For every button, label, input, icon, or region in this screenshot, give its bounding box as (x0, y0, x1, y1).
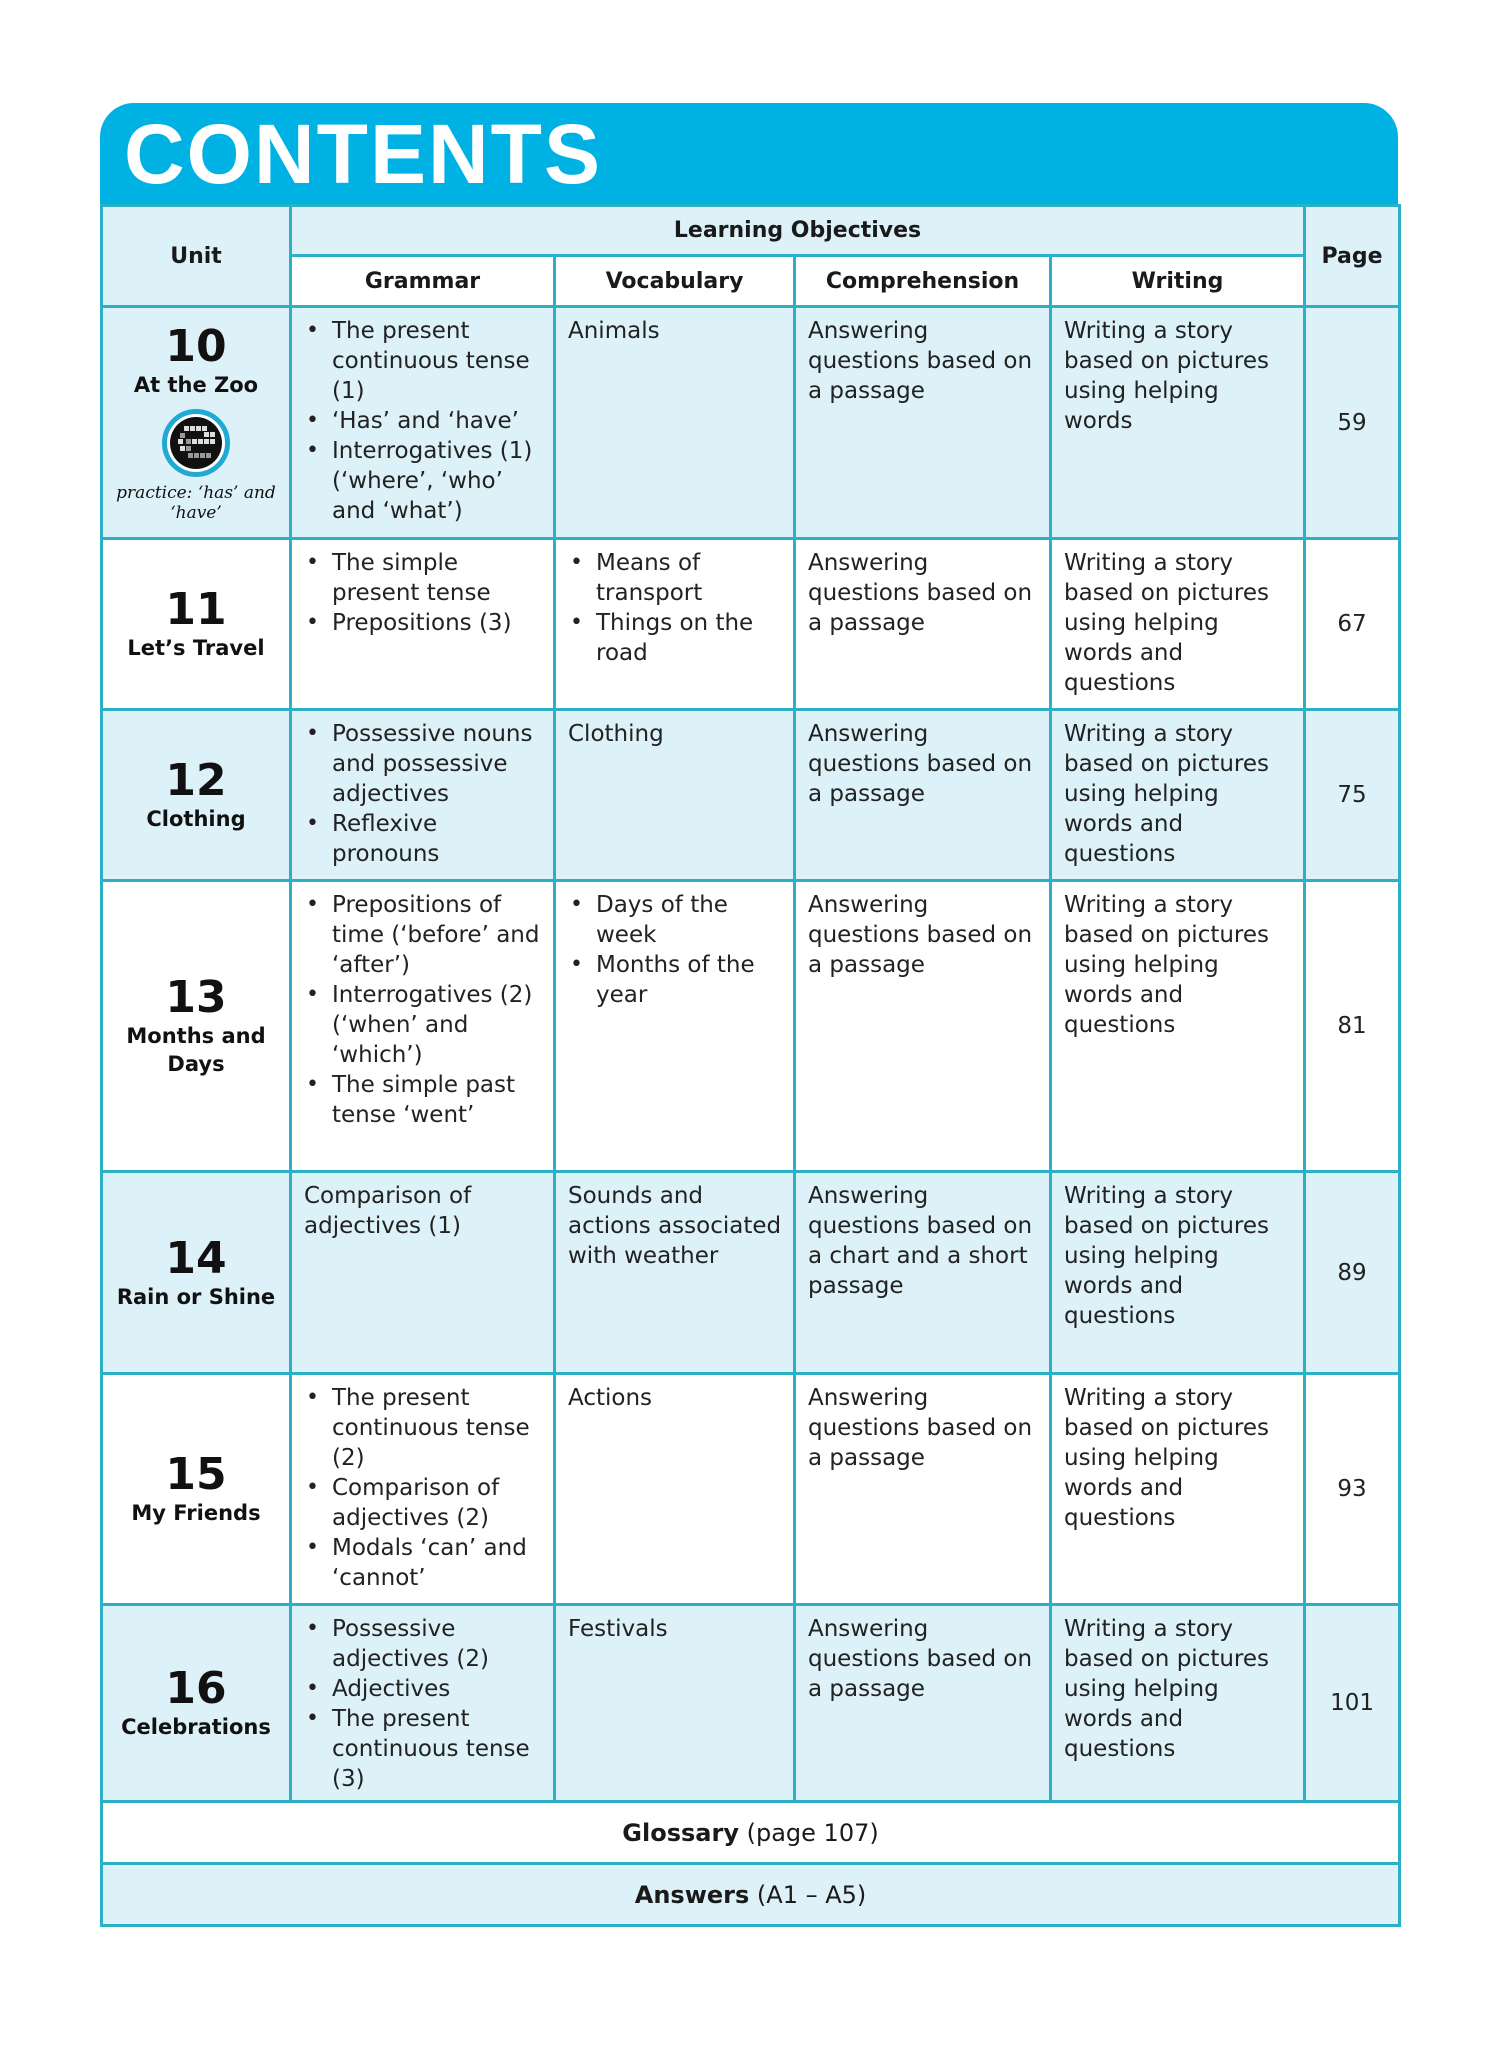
header-row-2 (102, 256, 1400, 307)
unit-number: 15 (165, 1449, 227, 1500)
unit-cell (102, 1172, 291, 1374)
vocabulary-item: • Months of the year (566, 950, 787, 1010)
grammar-item: • Reflexive pronouns (302, 809, 547, 869)
comprehension-cell: Answering questions based on a passage (795, 307, 1051, 539)
comprehension-cell: Answering questions based on a passage (795, 710, 1051, 881)
vocabulary-item: • Means of transport (566, 548, 787, 608)
comprehension-cell: Answering questions based on a passage (795, 1374, 1051, 1605)
unit-number: 14 (165, 1232, 227, 1284)
vocabulary-cell (555, 539, 795, 710)
comprehension-cell: Answering questions based on a passage (795, 539, 1051, 710)
grammar-item: • Comparison of adjectives (2) (302, 1473, 547, 1533)
col-header-comprehension: Comprehension (795, 256, 1051, 307)
col-header-unit: Unit (102, 206, 291, 307)
crossword-icon (162, 409, 230, 477)
glossary-row[interactable] (102, 1802, 1400, 1864)
answers-row[interactable] (102, 1864, 1400, 1926)
unit-name: Months and Days (126, 1024, 266, 1076)
unit-name: Rain or Shine (116, 1284, 276, 1309)
unit-number: 10 (165, 320, 227, 372)
unit-cell (102, 881, 291, 1172)
col-header-page: Page (1305, 206, 1400, 307)
grammar-item: • Prepositions (3) (302, 608, 547, 638)
grammar-item: • Interrogatives (1) (‘where’, ‘who’ and ‘what’) (302, 436, 547, 526)
vocabulary-cell: Clothing (555, 710, 795, 881)
unit-name: My Friends (131, 1501, 261, 1525)
vocabulary-cell (555, 881, 795, 1172)
grammar-item: • The present continuous tense (3) (302, 1704, 547, 1794)
contents-banner (100, 103, 1398, 204)
unit-number: 12 (165, 755, 227, 806)
grammar-item: • The simple present tense (302, 548, 547, 608)
unit-cell (102, 539, 291, 710)
grammar-item: • ‘Has’ and ‘have’ (302, 406, 547, 436)
grammar-cell (291, 1374, 555, 1605)
grammar-item: • The simple past tense ‘went’ (302, 1070, 547, 1130)
writing-cell: Writing a story based on pictures using helping words and questions (1051, 710, 1305, 881)
grammar-item: • Modals ‘can’ and ‘cannot’ (302, 1533, 547, 1593)
answers-link[interactable] (102, 1864, 1400, 1926)
answers-detail: (A1 – A5) (756, 1880, 867, 1909)
grammar-cell (291, 539, 555, 710)
grammar-item: • Possessive adjectives (2) (302, 1614, 547, 1674)
page-number[interactable]: 67 (1305, 539, 1400, 710)
unit-number: 16 (165, 1663, 227, 1714)
unit-cell (102, 1605, 291, 1802)
grammar-cell (291, 307, 555, 539)
unit-number: 11 (165, 584, 227, 635)
unit-name: Clothing (146, 807, 246, 831)
grammar-item: • Interrogatives (2) (‘when’ and ‘which’) (302, 980, 547, 1070)
col-header-learning-objectives: Learning Objectives (291, 206, 1305, 256)
contents-page (100, 103, 1398, 1927)
page-title: CONTENTS (124, 107, 602, 201)
page-number[interactable]: 89 (1305, 1172, 1400, 1374)
grammar-item: • Possessive nouns and possessive adjectives (302, 719, 547, 809)
unit-name: Celebrations (121, 1715, 271, 1739)
contents-table (100, 204, 1401, 1927)
page-number[interactable]: 81 (1305, 881, 1400, 1172)
grammar-item: • The present continuous tense (2) (302, 1383, 547, 1473)
col-header-grammar: Grammar (291, 256, 555, 307)
unit-number: 13 (165, 972, 227, 1023)
vocabulary-item: • Things on the road (566, 608, 787, 668)
unit-cell (102, 710, 291, 881)
grammar-cell (291, 1605, 555, 1802)
page-number[interactable]: 93 (1305, 1374, 1400, 1605)
page-number[interactable]: 75 (1305, 710, 1400, 881)
grammar-item: • Adjectives (302, 1674, 547, 1704)
comprehension-cell: Answering questions based on a passage (795, 1605, 1051, 1802)
unit-name: Let’s Travel (127, 636, 265, 660)
table-row (102, 1172, 1400, 1374)
header-row-1 (102, 206, 1400, 256)
writing-cell: Writing a story based on pictures using helping words and questions (1051, 881, 1305, 1172)
grammar-item: • The present continuous tense (1) (302, 316, 547, 406)
glossary-link[interactable] (102, 1802, 1400, 1864)
comprehension-cell: Answering questions based on a passage (795, 881, 1051, 1172)
answers-label: Answers (634, 1880, 750, 1909)
writing-cell: Writing a story based on pictures using helping words and questions (1051, 1605, 1305, 1802)
col-header-writing: Writing (1051, 256, 1305, 307)
vocabulary-cell: Festivals (555, 1605, 795, 1802)
table-row (102, 881, 1400, 1172)
grammar-cell (291, 710, 555, 881)
grammar-item: • Prepositions of time (‘before’ and ‘after’) (302, 890, 547, 980)
page-number[interactable]: 101 (1305, 1605, 1400, 1802)
page-number[interactable]: 59 (1305, 307, 1400, 539)
table-row (102, 1605, 1400, 1802)
glossary-label: Glossary (622, 1818, 739, 1847)
table-row (102, 710, 1400, 881)
writing-cell: Writing a story based on pictures using helping words and questions (1051, 539, 1305, 710)
practice-note: practice: ‘has’ and ‘have’ (116, 482, 276, 523)
unit-cell (102, 307, 291, 539)
table-row (102, 539, 1400, 710)
unit-name: At the Zoo (133, 372, 259, 397)
vocabulary-cell: Sounds and actions associated with weather (555, 1172, 795, 1374)
unit-cell (102, 1374, 291, 1605)
writing-cell: Writing a story based on pictures using helping words and questions (1051, 1172, 1305, 1374)
grammar-cell (291, 881, 555, 1172)
vocabulary-item: • Days of the week (566, 890, 787, 950)
vocabulary-cell: Animals (555, 307, 795, 539)
comprehension-cell: Answering questions based on a chart and a short passage (795, 1172, 1051, 1374)
writing-cell: Writing a story based on pictures using helping words (1051, 307, 1305, 539)
table-row (102, 307, 1400, 539)
writing-cell: Writing a story based on pictures using helping words and questions (1051, 1374, 1305, 1605)
col-header-vocabulary: Vocabulary (555, 256, 795, 307)
vocabulary-cell: Actions (555, 1374, 795, 1605)
table-row (102, 1374, 1400, 1605)
grammar-cell: Comparison of adjectives (1) (291, 1172, 555, 1374)
glossary-detail: (page 107) (746, 1818, 879, 1847)
